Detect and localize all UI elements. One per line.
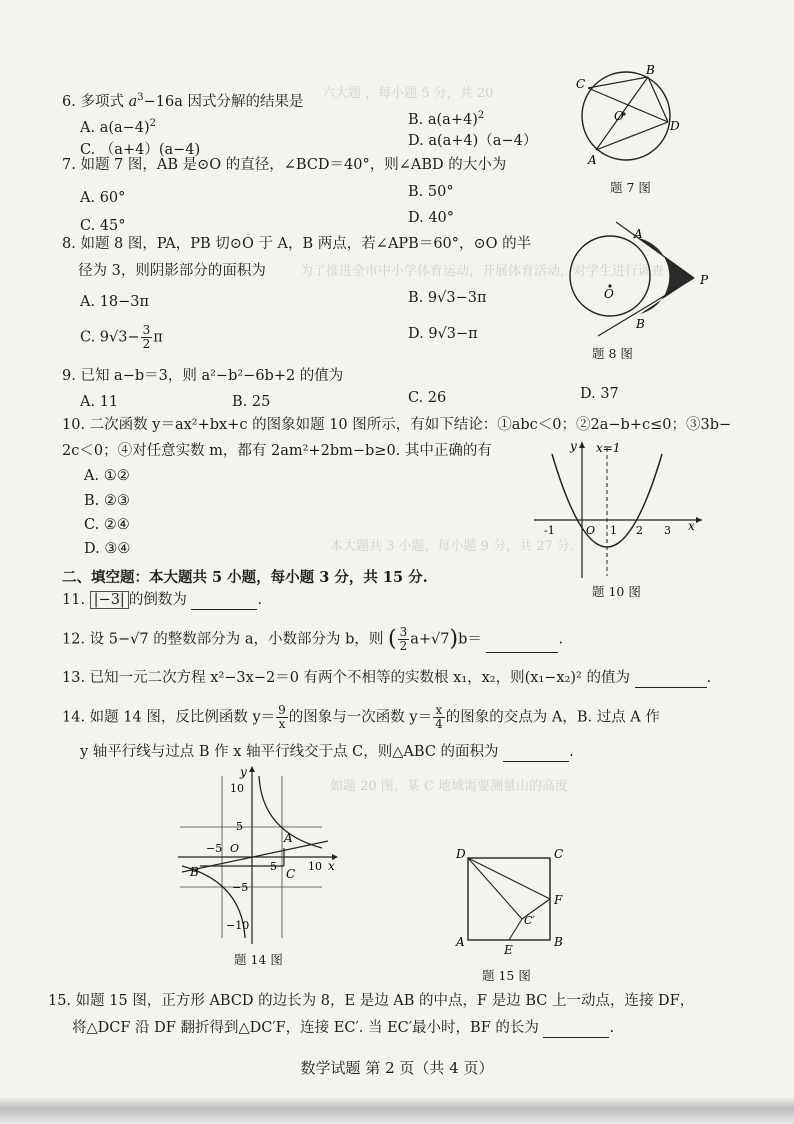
q14-stem-line2: y 轴平行线与过点 B 作 x 轴平行线交于点 C，则△ABC 的面积为 .	[80, 744, 574, 760]
page-footer: 数学试题 第 2 页（共 4 页）	[300, 1059, 494, 1077]
q8-option-c[interactable]: C. 9√3− $\frac{3}{2}$ π	[80, 323, 163, 351]
q11-stem: 11. |−3| 的倒数为 .	[62, 592, 263, 608]
q14-fraction-2: $\frac{x}{4}$	[435, 703, 443, 731]
q9-option-d[interactable]: D. 37	[580, 386, 619, 402]
q7-circle	[582, 72, 670, 160]
q10-label-o: O	[586, 524, 596, 537]
q14-label-o: O	[230, 842, 240, 855]
q8-option-c-fraction: $\frac{3}{2}$	[142, 323, 151, 351]
q10-tick-3: 3	[664, 524, 671, 537]
q7-label-a: A	[588, 153, 597, 167]
q7-option-c[interactable]: C. 45°	[80, 218, 126, 234]
q8-option-a[interactable]: A. 18−3π	[80, 294, 150, 310]
q7-figure	[566, 64, 696, 184]
q14-xtick-5: 5	[270, 860, 277, 873]
q14-label-c: C	[286, 867, 296, 881]
q6-option-c[interactable]: C. （a+4）(a−4)	[80, 142, 201, 158]
q14-xtick-10: 10	[308, 860, 322, 873]
q7-chord-ad	[596, 122, 668, 150]
q14-tick-10: 10	[230, 782, 244, 795]
q11-abs-box: |−3|	[90, 591, 129, 609]
bleed-through-text: 六大题 ，每小题 5 分，共 20	[322, 86, 494, 101]
q15-label-e: E	[504, 943, 513, 957]
q8-option-d[interactable]: D. 9√3−π	[408, 326, 478, 342]
q14-label-y: y	[240, 765, 247, 779]
q10-option-b[interactable]: B. ②③	[84, 493, 130, 509]
q10-y-arrow	[579, 442, 585, 448]
q14-figure	[172, 762, 350, 950]
q8-label-b: B	[636, 317, 645, 331]
q8-tangent-pa	[616, 222, 694, 278]
q15-label-a: A	[456, 935, 465, 949]
q13-answer-blank[interactable]	[635, 671, 707, 688]
q15-segment-df	[468, 858, 550, 899]
q10-option-a[interactable]: A. ①②	[84, 468, 130, 484]
q15-label-b: B	[554, 935, 563, 949]
q12-fraction: $\frac{3}{2}$	[399, 625, 408, 653]
q7-option-a[interactable]: A. 60°	[80, 190, 126, 206]
q15-stem-line1: 15. 如题 15 图，正方形 ABCD 的边长为 8，E 是边 AB 的中点，F 是边 BC 上一动点，连接 DF，	[48, 993, 695, 1009]
q8-label-o: O	[604, 287, 614, 301]
bleed-through-text: 为了推进全市中小学体育运动，开展体育活动，对学生进行调查	[300, 264, 665, 279]
q8-circle	[570, 236, 650, 316]
q7-label-c: C	[576, 77, 586, 91]
q15-caption: 题 15 图	[482, 968, 531, 983]
q12-answer-blank[interactable]	[486, 636, 558, 653]
q15-stem-line2: 将△DCF 沿 DF 翻折得到△DC′F，连接 EC′. 当 EC′最小时，BF 的长为 .	[72, 1020, 615, 1036]
q14-answer-blank[interactable]	[503, 745, 569, 762]
q8-caption: 题 8 图	[592, 346, 633, 361]
scan-edge-shadow	[0, 1096, 794, 1124]
q14-tick-m10: −10	[226, 919, 250, 932]
q6-option-b[interactable]: B. $a(a+4)^2$	[408, 110, 485, 128]
q7-chord-cd	[588, 88, 668, 122]
q11-answer-blank[interactable]	[191, 593, 257, 610]
q14-caption: 题 14 图	[234, 952, 283, 967]
q15-label-c: C	[554, 847, 564, 861]
q15-segment-dc2	[468, 858, 522, 919]
q10-stem-line1: 10. 二次函数 y＝ax²+bx+c 的图象如题 10 图所示，有如下结论：①abc＜0；②2a−b+c≤0；③3b−	[62, 417, 732, 433]
q10-figure	[530, 434, 710, 582]
q14-label-b: B	[190, 865, 199, 879]
q14-tick-m5: −5	[232, 881, 249, 894]
q10-label-y: y	[570, 439, 577, 453]
q15-label-d: D	[456, 847, 466, 861]
q14-xtick-m5: −5	[206, 842, 223, 855]
q14-y-arrow	[249, 766, 255, 772]
q13-stem: 13. 已知一元二次方程 x²−3x−2＝0 有两个不相等的实数根 x₁，x₂，则(x₁−x₂)² 的值为 .	[62, 670, 712, 686]
q7-option-b[interactable]: B. 50°	[408, 184, 454, 200]
q8-stem-line1: 8. 如题 8 图，PA，PB 切⊙O 于 A，B 两点，若∠APB＝60°，⊙O 的半	[62, 236, 532, 252]
q10-option-c[interactable]: C. ②④	[84, 517, 130, 533]
q14-fraction-1: $\frac{9}{x}$	[278, 703, 286, 731]
q7-label-d: D	[670, 119, 680, 133]
q7-stem: 7. 如题 7 图，AB 是⊙O 的直径，∠BCD＝40°，则∠ABD 的大小为	[62, 157, 507, 173]
q10-option-d[interactable]: D. ③④	[84, 541, 131, 557]
q15-figure	[452, 844, 576, 962]
q15-segment-ec2	[509, 919, 522, 940]
q10-label-axis: x=1	[596, 441, 621, 455]
q6-stem: 6. 多项式 $a^3-16a$ 因式分解的结果是	[62, 92, 304, 110]
q8-figure	[560, 218, 710, 342]
q8-option-b[interactable]: B. 9√3−3π	[408, 290, 487, 306]
q7-label-o: O	[614, 109, 624, 123]
q7-caption: 题 7 图	[610, 180, 651, 195]
q15-label-c2: C′	[524, 914, 535, 927]
q8-shaded-region	[638, 238, 694, 314]
q10-label-x: x	[688, 519, 695, 533]
q14-label-x: x	[328, 859, 335, 873]
bleed-through-text: 如题 20 图，某 C 地域需要测量山的高度	[330, 779, 569, 794]
q10-tick-2: 2	[636, 524, 643, 537]
q9-option-c[interactable]: C. 26	[408, 390, 447, 406]
q9-option-a[interactable]: A. 11	[80, 394, 119, 410]
q15-square	[468, 858, 550, 940]
q10-tick-1: 1	[610, 524, 617, 537]
q14-tick-5: 5	[236, 820, 243, 833]
q10-stem-line2: 2c＜0；④对任意实数 m，都有 2am²+2bm−b≥0. 其中正确的有	[62, 443, 492, 459]
section-2-heading: 二、填空题：本大题共 5 小题，每小题 3 分，共 15 分.	[62, 569, 428, 586]
q10-tick-neg1: -1	[544, 524, 555, 537]
q8-label-p: P	[700, 273, 709, 287]
q7-label-b: B	[646, 64, 655, 77]
q9-stem: 9. 已知 a−b＝3，则 a²−b²−6b+2 的值为	[62, 368, 344, 384]
q9-option-b[interactable]: B. 25	[232, 394, 271, 410]
q8-label-a: A	[634, 227, 643, 241]
bleed-through-text: 本大题共 3 小题，每小题 9 分，共 27 分.	[330, 539, 575, 554]
q10-x-arrow	[696, 517, 702, 523]
q10-caption: 题 10 图	[592, 584, 641, 599]
q6-option-a[interactable]: A. $a(a-4)^2$	[80, 118, 157, 136]
q7-option-d[interactable]: D. 40°	[408, 210, 455, 226]
q14-label-a: A	[284, 831, 293, 845]
q12-stem: 12. 设 5−√7 的整数部分为 a，小数部分为 b，则 ( $\frac{3}{2}$ a+√7)b＝ .	[62, 625, 564, 653]
q8-stem-line2: 径为 3，则阴影部分的面积为	[78, 263, 266, 279]
q15-answer-blank[interactable]	[543, 1021, 609, 1038]
q15-label-f: F	[554, 893, 563, 907]
q14-stem-line1: 14. 如题 14 图，反比例函数 y＝ $\frac{9}{x}$ 的图象与一次函数 y＝ $\frac{x}{4}$ 的图象的交点为 A，B. 过点 A 作	[62, 703, 660, 731]
q6-option-d[interactable]: D. a(a+4)（a−4）	[408, 133, 538, 149]
